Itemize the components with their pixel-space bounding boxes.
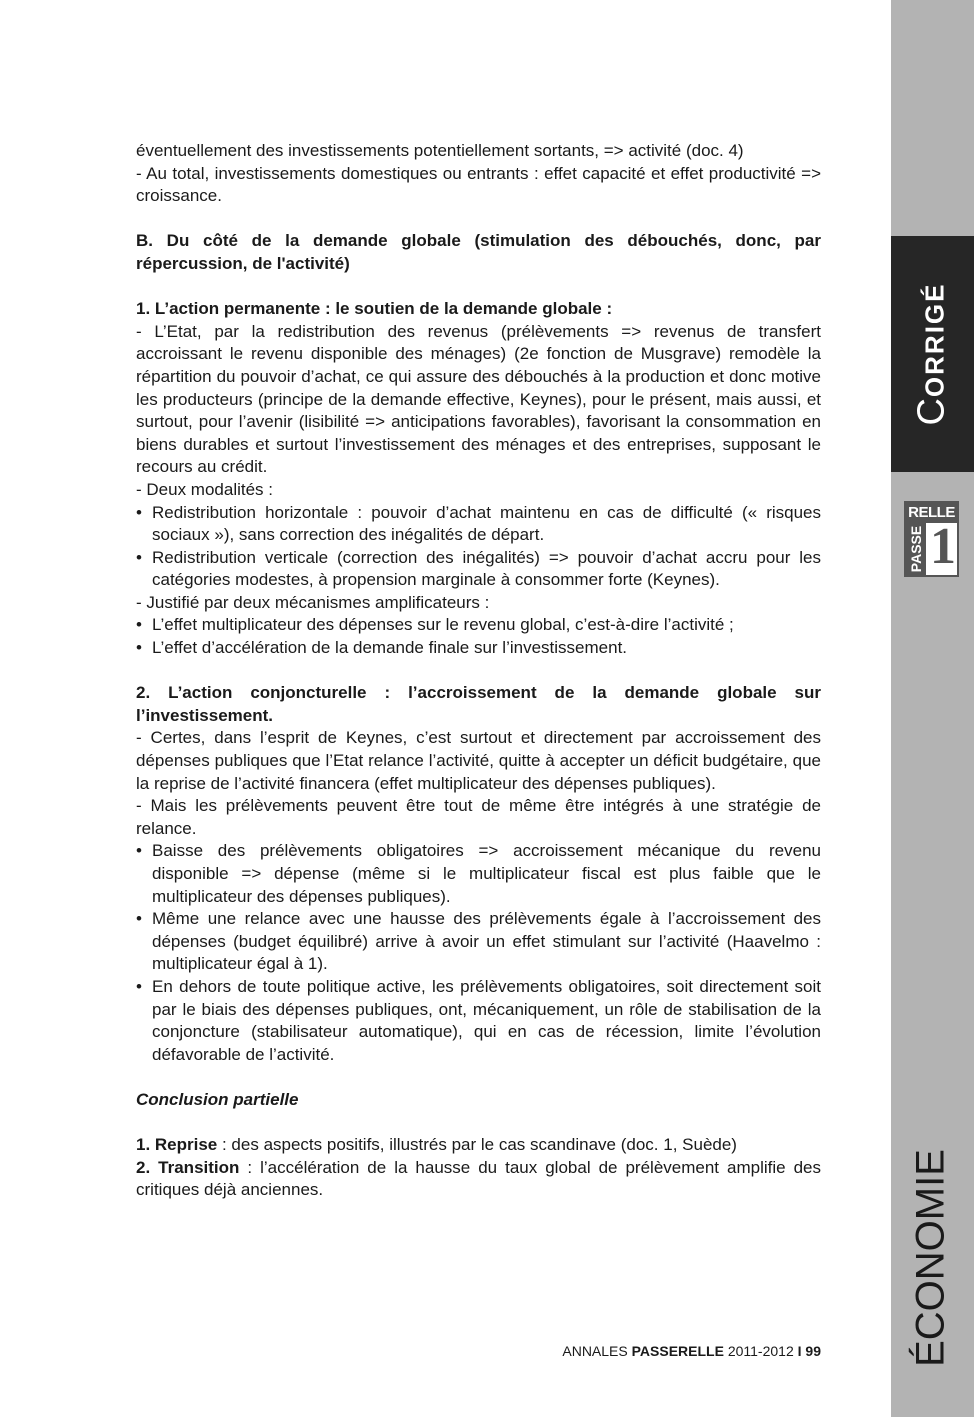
subsection-heading: 2. L’action conjoncturelle : l’accroissement de la demande globale sur l’investissement. [136,683,821,725]
subsection-heading: 1. L’action permanente : le soutien de la demande globale : [136,299,613,319]
paragraph: - L’Etat, par la redistribution des revenus (prélèvements => revenus de transfert accroissant le revenu disponible des ménages) (2e fonction de Musgrave) remodèle la répartition du pouvoir d’achat, ce qui assure des débouchés à la production et donc motive les producteurs (principe de la demande effective, Keynes), pour le présent, mais aussi, et surtout, pour l’avenir (lisibilité => anticipations favorables), favorisant la consommation en biens durables et surtout l’investissement des ménages et des entreprises, supposant le recours au crédit. [136,321,821,477]
page-body [136,140,821,1202]
paragraph: 2. Transition : l’accélération de la hausse du taux global de prélèvement amplifie des critiques déjà anciennes. [136,1157,821,1200]
paragraph: éventuellement des investissements potentiellement sortants, => activité (doc. 4) [136,141,744,160]
list-item: • Baisse des prélèvements obligatoires => accroissement mécanique du revenu disponible => dépense (même si le multiplicateur fiscal est plus faible que le multiplicateur des dépenses publiques). [136,841,821,906]
corrige-initial: C [910,397,953,426]
logo-side [906,523,926,575]
list-item: • Même une relance avec une hausse des prélèvements égale à l’accroissement des dépenses (budget équilibré) arrive à avoir un effet stimulant sur l’activité (Haavelmo : multiplicateur égal à 1). [136,909,821,974]
paragraph: 1. Reprise : des aspects positifs, illustrés par le cas scandinave (doc. 1, Suède) [136,1135,737,1155]
section-heading: B. Du côté de la demande globale (stimulation des débouchés, donc, par répercussion, de l'activité) [136,231,821,273]
list-item: • L’effet d’accélération de la demande finale sur l’investissement. [136,638,628,658]
list-item: • En dehors de toute politique active, les prélèvements obligatoires, soit directement soit par le biais des dépenses publiques, ont, mécaniquement, un rôle de stabilisation de la conjoncture (stabilisateur automatique), qui en cas de récession, limite l’évolution défavorable de l’activité. [136,976,821,1064]
logo-top-text: RELLE [906,503,957,523]
logo-number: 1 [930,518,956,575]
section-label-economie: ÉCONOMIE [908,1149,953,1367]
paragraph: - Deux modalités : [136,479,273,499]
corrige-rest: ORRIGÉ [919,282,950,398]
corrige-label [911,282,954,425]
list-item: • Redistribution horizontale : pouvoir d’achat maintenu en cas de difficulté (« risques sociaux »), sans correction des inégalités de départ. [136,502,821,545]
paragraph: - Certes, dans l’esprit de Keynes, c’est surtout et directement par accroissement des dépenses publiques que l’Etat relance l’activité, quitte à accepter un déficit budgétaire, que la reprise de l’activité financera (effet multiplicateur des dépenses publiques). [136,728,821,793]
page-footer: ANNALES PASSERELLE 2011-2012 I 99 [562,1343,821,1359]
paragraph: - Mais les prélèvements peuvent être tout de même être intégrés à une stratégie de relance. [136,796,821,838]
passerelle-logo [904,501,959,577]
logo-side-text: PASSE [908,525,924,573]
paragraph: - Justifié par deux mécanismes amplificateurs : [136,592,490,612]
conclusion-heading: Conclusion partielle [136,1089,299,1109]
paragraph: - Au total, investissements domestiques ou entrants : effet capacité et effet productivité => croissance. [136,163,821,206]
list-item: • L’effet multiplicateur des dépenses sur le revenu global, c’est-à-dire l’activité ; [136,615,734,635]
list-item: • Redistribution verticale (correction des inégalités) => pouvoir d’achat accru pour les catégories modestes, à propension marginale à consommer forte (Keynes). [136,547,821,590]
